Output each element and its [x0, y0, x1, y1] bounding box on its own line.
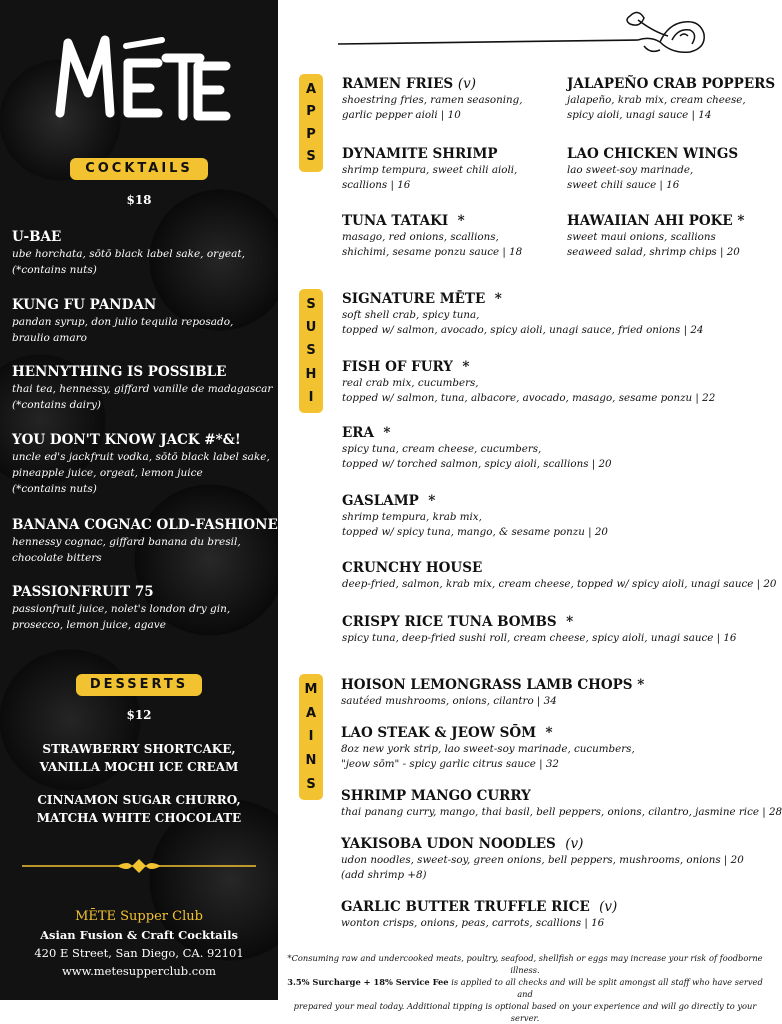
desserts-heading: DESSERTS [76, 674, 202, 696]
cocktails-heading: COCKTAILS [70, 158, 208, 180]
cocktails-price: $18 [126, 193, 152, 207]
cocktail-name: HENNYTHING IS POSSIBLE [12, 364, 227, 380]
cocktail-name: U-BAE [12, 229, 62, 245]
sushi-section-tab: S U S H I [299, 289, 323, 413]
dessert-item: STRAWBERRY SHORTCAKE, VANILLA MOCHI ICE CREAM [39, 742, 239, 774]
restaurant-tagline: Asian Fusion & Craft Cocktails [40, 928, 238, 942]
app-item: JALAPEÑO CRAB POPPERS jalapeño, krab mix, cream cheese, spicy aioli, unagi sauce | 14 [567, 76, 776, 121]
sushi-item: GASLAMP * shrimp tempura, krab mix, topped w/ spicy tuna, mango, & sesame ponzu | 20 [342, 493, 608, 538]
main-item: SHRIMP MANGO CURRY thai panang curry, mango, thai basil, bell peppers, onions, cilantro, jasmine rice | 28 [341, 788, 782, 818]
left-panel [0, 0, 290, 1000]
dessert-item: CINNAMON SUGAR CHURRO, MATCHA WHITE CHOCOLATE [36, 793, 242, 825]
sushi-item: ERA * spicy tuna, cream cheese, cucumbers, topped w/ torched salmon, spicy aioli, scallions | 20 [342, 425, 612, 470]
cocktail-item: YOU DON'T KNOW JACK #*&! uncle ed's jackfruit vodka, sōtō black label sake, pineapple juice, orgeat, lemon juice (*contains nuts) [12, 431, 274, 497]
cocktail-item: BANANA COGNAC OLD-FASHIONED hennessy cognac, giffard banana du bresil, chocolate bitters [12, 517, 290, 564]
desserts-price: $12 [126, 708, 152, 722]
cocktail-item: PASSIONFRUIT 75 passionfruit juice, nolet's london dry gin, prosecco, lemon juice, agave [12, 583, 274, 633]
cocktail-item: KUNG FU PANDAN pandan syrup, don julio tequila reposado, braulio amaro [12, 296, 274, 346]
cocktail-item: HENNYTHING IS POSSIBLE thai tea, hennessy, giffard vanille de madagascar (*contains dairy) [12, 364, 273, 411]
sushi-item: FISH OF FURY * real crab mix, cucumbers, topped w/ salmon, tuna, albacore, avocado, masago, sesame ponzu | 22 [342, 359, 716, 404]
ornament-divider [22, 858, 256, 874]
app-item: HAWAIIAN AHI POKE * sweet maui onions, scallions seaweed salad, shrimp chips | 20 [567, 213, 745, 258]
mete-logo [50, 18, 230, 128]
cocktail-name: PASSIONFRUIT 75 [12, 584, 154, 600]
cocktail-item: U-BAE ube horchata, sōtō black label sake, orgeat, (*contains nuts) [12, 228, 274, 278]
main-item: HOISON LEMONGRASS LAMB CHOPS * sautéed mushrooms, onions, cilantro | 34 [341, 677, 645, 707]
rose-line-art [338, 6, 718, 56]
mains-section-tab: M A I N S [299, 674, 323, 800]
app-item: TUNA TATAKI * masago, red onions, scallions, shichimi, sesame ponzu sauce | 18 [342, 213, 523, 258]
app-item: RAMEN FRIES (v) shoestring fries, ramen seasoning, garlic pepper aioli | 10 [342, 76, 523, 121]
cocktail-name: BANANA COGNAC OLD-FASHIONED [12, 517, 290, 533]
main-item: YAKISOBA UDON NOODLES (v) udon noodles, sweet-soy, green onions, bell peppers, mushrooms, onions | 20 (add shrimp +8) [341, 836, 744, 881]
disclaimer: *Consuming raw and undercooked meats, poultry, seafood, shellfish or eggs may increase your risk of foodborne illness. 3.5% Surcharge + 18% Service Fee is applied to all checks and will be split amongst all staff who have served and prepared your meal today. Additional tipping is optional based on your experience and will go directly to your server. [287, 953, 763, 1023]
main-item: GARLIC BUTTER TRUFFLE RICE (v) wonton crisps, onions, peas, carrots, scallions | 16 [341, 899, 618, 929]
sushi-item: CRUNCHY HOUSE deep-fried, salmon, krab mix, cream cheese, topped w/ spicy aioli, unagi sauce | 20 [342, 560, 777, 590]
restaurant-name: MĒTE Supper Club [75, 909, 203, 924]
cocktail-name: YOU DON'T KNOW JACK #*&! [12, 432, 241, 448]
app-item: LAO CHICKEN WINGS lao sweet-soy marinade, sweet chili sauce | 16 [567, 146, 739, 191]
sushi-item: CRISPY RICE TUNA BOMBS * spicy tuna, deep-fried sushi roll, cream cheese, spicy aioli, unagi sauce | 16 [342, 614, 737, 644]
logo-text: MĒTE [140, 123, 144, 124]
main-item: LAO STEAK & JEOW SŌM * 8oz new york strip, lao sweet-soy marinade, cucumbers, "jeow sōm" - spicy garlic citrus sauce | 32 [341, 725, 635, 770]
sushi-item: SIGNATURE MĒTE * soft shell crab, spicy tuna, topped w/ salmon, avocado, spicy aioli, unagi sauce, fried onions | 24 [342, 291, 704, 336]
restaurant-address: 420 E Street, San Diego, CA. 92101 [34, 946, 244, 960]
restaurant-website[interactable]: www.metesupperclub.com [61, 964, 217, 978]
cocktail-name: KUNG FU PANDAN [12, 297, 157, 313]
restaurant-info [0, 908, 278, 980]
app-item: DYNAMITE SHRIMP shrimp tempura, sweet chili aioli, scallions | 16 [342, 146, 518, 191]
apps-section-tab: A P P S [299, 74, 323, 172]
